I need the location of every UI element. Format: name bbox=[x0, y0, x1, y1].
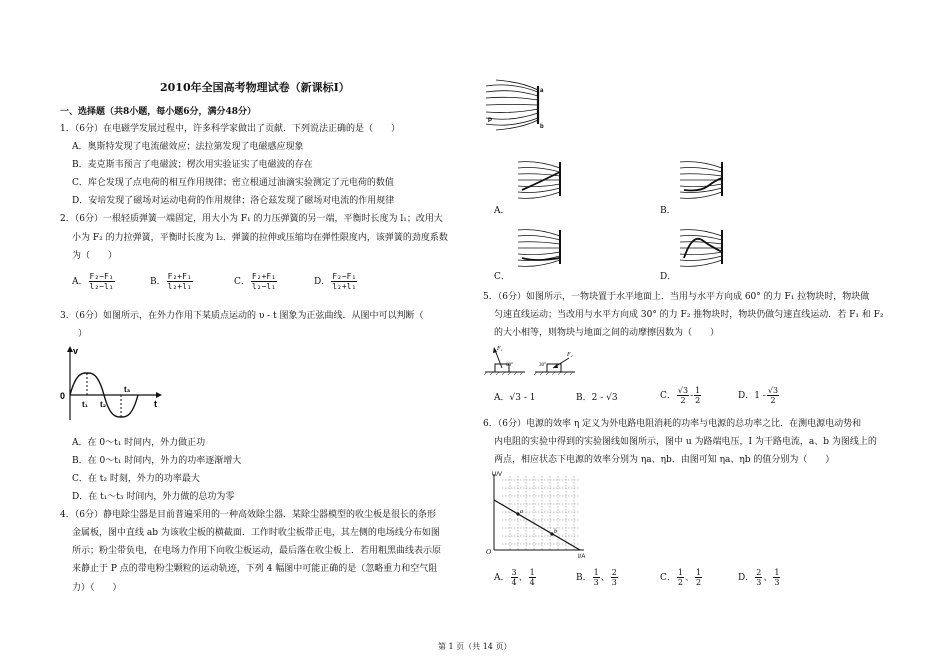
q4-option-d[interactable]: D． bbox=[660, 272, 677, 282]
q6-a-num2: 1 bbox=[529, 568, 535, 577]
q6-a-den1: 4 bbox=[511, 578, 517, 587]
q2-option-a[interactable] bbox=[72, 272, 116, 291]
q4-line1: 4．（6分）静电除尘器是目前普遍采用的一种高效除尘器．某除尘器模型的收尘板是很长的条形 bbox=[60, 510, 436, 520]
q6-d-num2: 1 bbox=[774, 568, 780, 577]
q3-option-b[interactable]: B．在 0～t₁ 时间内，外力的功率逐渐增大 bbox=[72, 456, 242, 466]
q6-c-label-text: C． bbox=[660, 573, 676, 583]
q6-a-sep: 、 bbox=[518, 573, 528, 583]
q5-angle2-label: 30° bbox=[539, 363, 546, 368]
q6-ui-graph bbox=[480, 470, 590, 560]
q6-a-label-text: A． bbox=[494, 573, 510, 583]
q4-fig-c[interactable] bbox=[516, 224, 566, 270]
q6-line2: 内电阻的实验中得到的实验图线如图所示，图中 u 为路端电压，I 为干路电流，a、b 为图线上的 bbox=[494, 437, 877, 447]
q2-a-denominator: l₂−l₁ bbox=[89, 282, 114, 291]
page-footer: 第 1 页（共 14 页） bbox=[438, 642, 512, 651]
q6-option-d[interactable] bbox=[738, 568, 781, 587]
q5-option-a[interactable]: A．√3 - 1 bbox=[494, 393, 536, 403]
q6-c-den2: 2 bbox=[696, 578, 702, 587]
q5-line3: 的大小相等，则物块与地面之间的动摩擦因数为（ ） bbox=[494, 328, 720, 338]
q5-f2-label: F₂ bbox=[567, 352, 573, 358]
q6-d-den1: 3 bbox=[756, 578, 762, 587]
q6-a-num1: 3 bbox=[511, 568, 517, 577]
q6-d-sep: 、 bbox=[763, 573, 773, 583]
q4-main-b-label: b bbox=[540, 124, 544, 130]
q5-c-num1: √3 bbox=[677, 386, 689, 395]
q1-option-a[interactable]: A．奥斯特发现了电流磁效应；法拉第发现了电磁感应现象 bbox=[72, 142, 304, 152]
q2-c-denominator: l₂−l₁ bbox=[251, 282, 276, 291]
q3-t1-label: t₁ bbox=[82, 400, 88, 409]
q4-line4: 来静止于 P 点的带电粉尘颗粒的运动轨迹，下列 4 幅图中可能正确的是（忽略重力和空气阻 bbox=[72, 564, 438, 574]
q3-v-label: v bbox=[73, 346, 79, 356]
q1-option-b[interactable]: B．麦克斯韦预言了电磁波；楞次用实验证实了电磁波的存在 bbox=[72, 160, 313, 170]
q2-c-numerator: F₂+F₁ bbox=[251, 272, 276, 281]
q4-line3: 所示；粉尘带负电，在电场力作用下向收尘板运动，最后落在收尘板上．若用粗黑曲线表示原 bbox=[72, 546, 442, 556]
q4-line2: 金属板，图中直线 ab 为该收尘板的横截面．工作时收尘板带正电，其左侧的电场线分布如图 bbox=[72, 528, 440, 538]
q2-option-c-label: C． bbox=[234, 277, 250, 287]
q2-option-d[interactable] bbox=[314, 272, 358, 291]
q6-c-num2: 1 bbox=[696, 568, 702, 577]
q6-a-den2: 4 bbox=[529, 578, 535, 587]
q3-line2: ） bbox=[78, 329, 88, 339]
q3-origin-label: 0 bbox=[60, 391, 66, 401]
q2-option-b[interactable] bbox=[150, 272, 194, 291]
q2-a-numerator: F₂−F₁ bbox=[89, 272, 114, 281]
q5-angle1-label: 60° bbox=[506, 363, 513, 368]
q2-option-b-label: B． bbox=[150, 277, 166, 287]
q2-b-denominator: l₂+l₁ bbox=[167, 282, 192, 291]
q6-a-label: a bbox=[520, 509, 523, 515]
q6-line3: 两点，相应状态下电源的效率分别为 ηa、ηb．由图可知 ηa、ηb 的值分别为（ ） bbox=[494, 455, 835, 465]
q4-fig-a[interactable] bbox=[516, 156, 566, 202]
q5-c-minus: - bbox=[690, 391, 694, 401]
q3-option-d[interactable]: D．在 t₁～t₃ 时间内，外力做的总功为零 bbox=[72, 492, 235, 502]
q6-c-num1: 1 bbox=[677, 568, 683, 577]
q6-b-label: b bbox=[554, 529, 557, 535]
q2-b-numerator: F₂+F₁ bbox=[167, 272, 192, 281]
q4-main-a-label: a bbox=[540, 88, 544, 94]
q2-d-numerator: F₂−F₁ bbox=[332, 272, 357, 281]
q6-d-den2: 3 bbox=[774, 578, 780, 587]
q2-line1: 2．（6分）一根轻质弹簧一端固定，用大小为 F₁ 的力压弹簧的另一端，平衡时长度为 l₁；改用大 bbox=[60, 214, 443, 224]
q4-line5: 力）（ ） bbox=[72, 583, 122, 593]
q5-d-num: √3 bbox=[767, 386, 779, 395]
q3-vt-graph bbox=[62, 345, 172, 425]
q6-b-label-text: B． bbox=[576, 573, 592, 583]
page-title: 2010年全国高考物理试卷（新课标Ⅰ） bbox=[160, 81, 350, 94]
q3-line1: 3．（6分）如图所示，在外力作用下某质点运动的 υ - t 图象为正弦曲线．从图中可以判断（ bbox=[60, 311, 424, 321]
q6-d-num1: 2 bbox=[756, 568, 762, 577]
q4-fig-d[interactable] bbox=[678, 224, 728, 270]
q6-b-num2: 2 bbox=[611, 568, 617, 577]
q5-c-num2: 1 bbox=[695, 386, 701, 395]
q4-option-a[interactable]: A． bbox=[494, 206, 510, 216]
q5-c-den2: 2 bbox=[695, 396, 701, 405]
q6-b-sep: 、 bbox=[600, 573, 610, 583]
q3-x-arrow bbox=[156, 392, 162, 398]
q1-option-c[interactable]: C．库仑发现了点电荷的相互作用规律；密立根通过油滴实验测定了元电荷的数值 bbox=[72, 178, 394, 188]
q2-option-a-label: A． bbox=[72, 277, 88, 287]
q4-main-p-label: P bbox=[488, 118, 493, 124]
q4-option-c[interactable]: C． bbox=[494, 272, 510, 282]
q5-figure bbox=[483, 342, 578, 376]
q1-option-d[interactable]: D．安培发现了磁场对运动电荷的作用规律；洛仑兹发现了磁场对电流的作用规律 bbox=[72, 196, 395, 206]
q5-option-b[interactable]: B．2 - √3 bbox=[576, 393, 618, 403]
q5-c-label: C． bbox=[660, 391, 676, 401]
section-heading: 一、选择题（共8小题，每小题6分，满分48分） bbox=[60, 107, 257, 117]
q6-b-num1: 1 bbox=[593, 568, 599, 577]
q5-d-label: D．1 - bbox=[738, 391, 766, 401]
q3-t3-label: t₃ bbox=[124, 385, 131, 394]
q2-line2: 小为 F₂ 的力拉弹簧，平衡时长度为 l₂．弹簧的拉伸或压缩均在弹性限度内，该弹簧的劲度系数 bbox=[72, 233, 448, 243]
q4-fig-b[interactable] bbox=[678, 156, 728, 202]
q5-line1: 5．（6分）如图所示，一物块置于水平地面上．当用与水平方向成 60° 的力 F₁ 拉物块时，物块做 bbox=[483, 292, 870, 302]
q6-option-c[interactable] bbox=[660, 568, 703, 587]
q2-line3: 为（ ） bbox=[72, 251, 118, 261]
q3-option-c[interactable]: C．在 t₂ 时刻，外力的功率最大 bbox=[72, 474, 200, 484]
q1-stem: 1．（6分）在电磁学发展过程中，许多科学家做出了贡献．下列说法正确的是（ ） bbox=[60, 124, 400, 134]
q6-origin-label: O bbox=[486, 548, 492, 556]
q6-d-label-text: D． bbox=[738, 573, 755, 583]
q6-u-label: U/V bbox=[492, 472, 503, 478]
q2-option-c[interactable] bbox=[234, 272, 278, 291]
q3-t-label: t bbox=[154, 399, 157, 409]
q6-option-a[interactable] bbox=[494, 568, 537, 587]
q5-line2: 匀速直线运动；当改用与水平方向成 30° 的力 F₂ 推物块时，物块仍做匀速直线运动．若 F₁ 和 F₂ bbox=[494, 310, 884, 320]
q6-b-den2: 3 bbox=[611, 578, 617, 587]
q4-option-b[interactable]: B． bbox=[660, 206, 676, 216]
q5-option-d[interactable] bbox=[738, 386, 780, 405]
q5-c-den1: 2 bbox=[680, 396, 686, 405]
q6-line1: 6．（6分）电源的效率 η 定义为外电路电阻消耗的功率与电源的总功率之比．在测电源电动势和 bbox=[483, 419, 862, 429]
q6-c-sep: 、 bbox=[684, 573, 694, 583]
q5-d-den: 2 bbox=[770, 396, 776, 405]
q6-c-den1: 2 bbox=[677, 578, 683, 587]
q2-d-denominator: l₂+l₁ bbox=[332, 282, 357, 291]
q6-option-b[interactable] bbox=[576, 568, 619, 587]
q3-option-a[interactable]: A．在 0～t₁ 时间内，外力做正功 bbox=[72, 438, 206, 448]
q5-option-c[interactable] bbox=[660, 386, 702, 405]
q6-i-label: I/A bbox=[578, 554, 586, 560]
q4-main-figure bbox=[482, 78, 546, 132]
q5-f1-label: F₁ bbox=[497, 346, 503, 352]
q2-option-d-label: D． bbox=[314, 277, 331, 287]
q3-t2-label: t₂ bbox=[100, 400, 107, 409]
q6-b-den1: 3 bbox=[593, 578, 599, 587]
